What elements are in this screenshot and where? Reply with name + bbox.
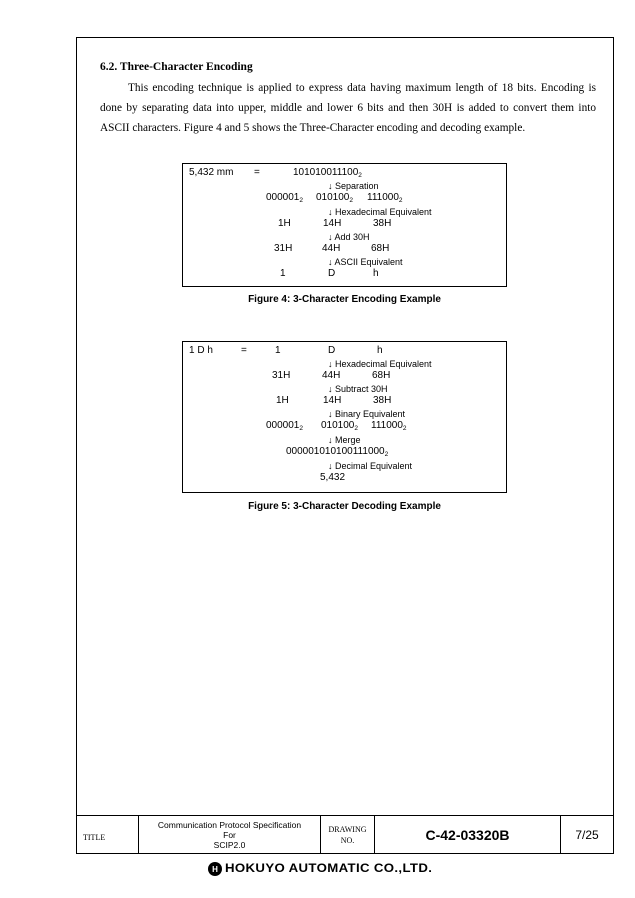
fig5-hex-2: 44H (322, 370, 341, 381)
fig5-step-decimal: ↓ Decimal Equivalent (328, 461, 413, 471)
fig4-step-separation: ↓ Separation (328, 181, 379, 191)
drawing-label-line1: DRAWING (328, 824, 367, 834)
fig4-ascii-1: 1 (280, 268, 286, 279)
fig5-step-subtract: ↓ Subtract 30H (328, 384, 388, 394)
figure-4-caption: Figure 4: 3-Character Encoding Example (248, 294, 441, 305)
fig5-part-middle: $010100_2$ (321, 420, 358, 432)
drawing-number-cell (375, 816, 561, 853)
fig5-hex-3: 68H (372, 370, 391, 381)
page-number-cell (561, 816, 613, 853)
drawing-number: C-42-03320B (425, 826, 510, 843)
fig5-char-2: D (328, 345, 336, 356)
fig4-hexadd-1: 31H (274, 243, 293, 254)
fig5-step-merge: ↓ Merge (328, 435, 361, 445)
fig4-step-hex: ↓ Hexadecimal Equivalent (328, 207, 432, 217)
fig4-step-add: ↓ Add 30H (328, 232, 370, 242)
fig5-hexsub-1: 1H (276, 395, 289, 406)
fig4-ascii-3: h (373, 268, 379, 279)
fig4-label: 5,432 mm (189, 167, 234, 178)
fig4-ascii-2: D (328, 268, 336, 279)
fig5-equals: = (241, 345, 247, 356)
title-label: TITLE (83, 833, 106, 842)
section-title: 6.2. Three-Character Encoding (100, 61, 253, 73)
fig5-merged: $000001010100111000_2$ (286, 446, 389, 458)
fig4-part-middle: $010100_2$ (316, 192, 353, 204)
fig4-part-lower: $111000_2$ (367, 192, 403, 204)
drawing-label-cell (321, 816, 375, 853)
title-block (76, 815, 614, 854)
fig4-hex-3: 38H (373, 218, 392, 229)
fig5-label: 1 D h (189, 345, 213, 356)
company-name: HOKUYO AUTOMATIC CO.,LTD. (225, 863, 433, 875)
fig5-hex-1: 31H (272, 370, 291, 381)
fig4-hex-1: 1H (278, 218, 291, 229)
figure-5-box (182, 341, 507, 493)
fig4-equals: = (254, 167, 260, 178)
fig4-hex-2: 14H (323, 218, 342, 229)
section-paragraph: This encoding technique is applied to express data having maximum length of 18 bits. Encoding is done by separating data into upper, middle and lower 6 bits and then 30H is added to convert them into ASCII characters. Figure 4 and 5 shows the Three-Character encoding and decoding example. (100, 82, 596, 134)
document-name-line3: SCIP2.0 (213, 839, 246, 850)
figure-5-caption: Figure 5: 3-Character Decoding Example (248, 501, 441, 512)
document-name-line1: Communication Protocol Specification (157, 819, 302, 830)
fig5-part-upper: $000001_2$ (266, 420, 303, 432)
fig5-part-lower: $111000_2$ (371, 420, 407, 432)
hokuyo-logo-icon: H (208, 862, 222, 876)
fig5-char-3: h (377, 345, 383, 356)
fig5-hexsub-3: 38H (373, 395, 392, 406)
title-label-cell (77, 816, 139, 853)
fig4-hexadd-2: 44H (322, 243, 341, 254)
drawing-label-line2: NO. (340, 835, 355, 845)
company-logo (208, 860, 433, 878)
document-name-line2: For (223, 829, 236, 840)
fig4-step-ascii: ↓ ASCII Equivalent (328, 257, 403, 267)
document-name-cell (139, 816, 321, 853)
fig4-binary: $101010011100_2$ (293, 167, 362, 179)
fig5-decimal: 5,432 (320, 472, 346, 483)
fig4-part-upper: $000001_2$ (266, 192, 303, 204)
fig4-hexadd-3: 68H (371, 243, 390, 254)
fig5-step-hex: ↓ Hexadecimal Equivalent (328, 359, 432, 369)
fig5-hexsub-2: 14H (323, 395, 342, 406)
figure-4-box (182, 163, 507, 287)
page-number: 7/25 (575, 827, 599, 842)
fig5-step-binary: ↓ Binary Equivalent (328, 409, 406, 419)
fig5-char-1: 1 (275, 345, 281, 356)
